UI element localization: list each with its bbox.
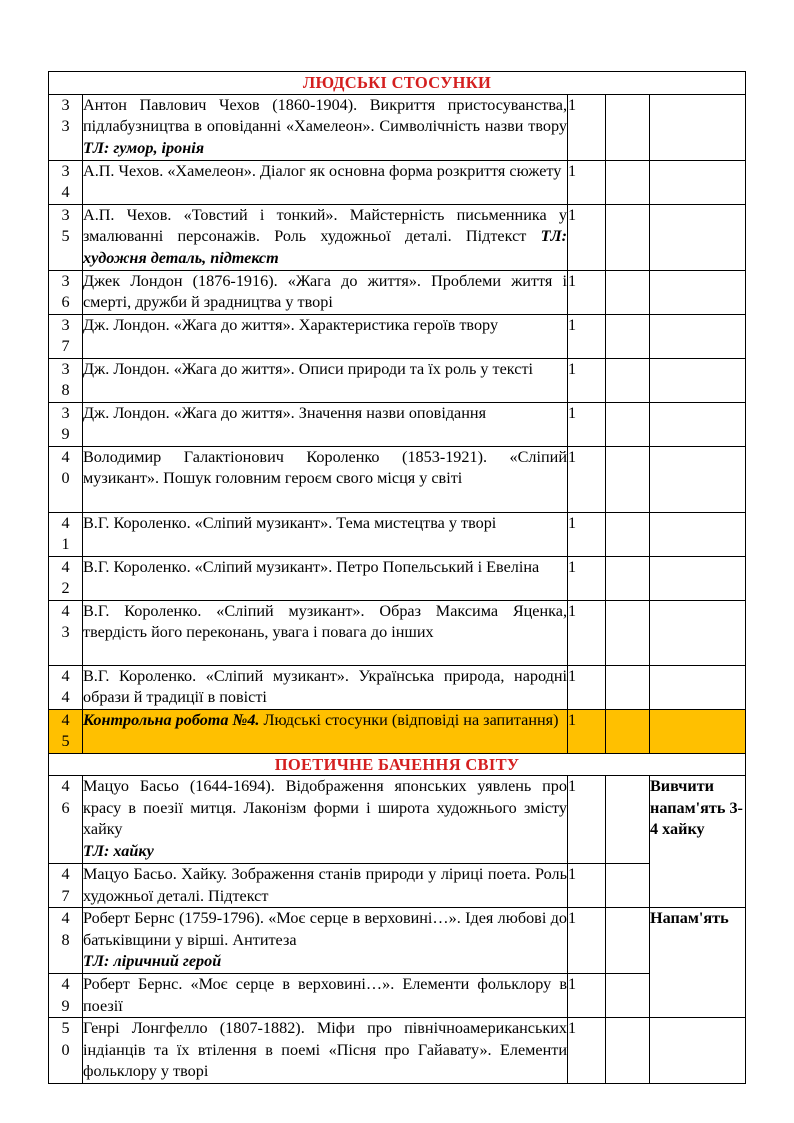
date-cell [606, 270, 650, 314]
literary-theory-term: ТЛ: хайку [83, 841, 154, 860]
lesson-hours: 1 [568, 314, 606, 358]
lesson-topic: Роберт Бернс (1759-1796). «Моє серце в верховині…». Ідея любові до батьківщини у вірші. Антитеза ТЛ: ліричний герой [83, 908, 568, 974]
table-row [49, 776, 746, 864]
date-cell [606, 776, 650, 864]
table-row [49, 864, 746, 908]
control-work-label: Контрольна робота №4. [83, 710, 260, 729]
lesson-hours: 1 [568, 665, 606, 709]
table-row [49, 204, 746, 270]
table-row [49, 1018, 746, 1084]
lesson-topic: Дж. Лондон. «Жага до життя». Характеристика героїв твору [83, 314, 568, 358]
lesson-hours: 1 [568, 446, 606, 512]
lesson-number: 5 0 [49, 1018, 83, 1084]
homework-cell [650, 600, 746, 665]
lesson-topic: В.Г. Короленко. «Сліпий музикант». Українська природа, народні образи й традиції в повісті [83, 665, 568, 709]
date-cell [606, 600, 650, 665]
date-cell [606, 358, 650, 402]
lesson-hours: 1 [568, 974, 606, 1018]
homework-cell [650, 94, 746, 160]
lesson-hours: 1 [568, 512, 606, 556]
literary-theory-term: ТЛ: художня деталь, підтекст [83, 227, 567, 267]
homework-cell: Вивчити напам'ять 3-4 хайку [650, 776, 746, 908]
lesson-topic: В.Г. Короленко. «Сліпий музикант». Петро Попельський і Евеліна [83, 556, 568, 600]
lesson-number: 3 6 [49, 270, 83, 314]
table-row [49, 512, 746, 556]
lesson-number: 4 3 [49, 600, 83, 665]
date-cell [606, 1018, 650, 1084]
lesson-number: 3 3 [49, 94, 83, 160]
lesson-hours: 1 [568, 94, 606, 160]
lesson-topic: Дж. Лондон. «Жага до життя». Описи природи та їх роль у тексті [83, 358, 568, 402]
table-row [49, 600, 746, 665]
date-cell [606, 314, 650, 358]
lesson-hours: 1 [568, 864, 606, 908]
lesson-number: 4 0 [49, 446, 83, 512]
lesson-topic: Джек Лондон (1876-1916). «Жага до життя». Проблеми життя і смерті, дружби й зрадництва у творі [83, 270, 568, 314]
homework-cell [650, 358, 746, 402]
lesson-number: 3 9 [49, 402, 83, 446]
lesson-hours: 1 [568, 402, 606, 446]
table-row [49, 358, 746, 402]
table-row [49, 402, 746, 446]
lesson-plan-table [48, 71, 746, 1084]
lesson-topic: В.Г. Короленко. «Сліпий музикант». Образ Максима Яценка, твердість його переконань, увага і повага до інших [83, 600, 568, 665]
homework-cell [650, 709, 746, 753]
lesson-topic: А.П. Чехов. «Товстий і тонкий». Майстерність письменника у змалюванні персонажів. Роль художньої деталі. Підтекст ТЛ: художня деталь, підтекст [83, 204, 568, 270]
date-cell [606, 402, 650, 446]
homework-cell [650, 270, 746, 314]
date-cell [606, 709, 650, 753]
lesson-topic: Мацуо Басьо. Хайку. Зображення станів природи у ліриці поета. Роль художньої деталі. Підтекст [83, 864, 568, 908]
lesson-number: 4 7 [49, 864, 83, 908]
lesson-hours: 1 [568, 160, 606, 204]
control-work-row [49, 709, 746, 753]
lesson-number: 3 5 [49, 204, 83, 270]
homework-cell [650, 665, 746, 709]
date-cell [606, 974, 650, 1018]
section-title: ПОЕТИЧНЕ БАЧЕННЯ СВІТУ [49, 753, 746, 776]
homework-cell [650, 556, 746, 600]
lesson-topic: Роберт Бернс. «Моє серце в верховині…». Елементи фольклору в поезії [83, 974, 568, 1018]
lesson-hours: 1 [568, 556, 606, 600]
lesson-hours: 1 [568, 270, 606, 314]
lesson-topic: Володимир Галактіонович Короленко (1853-1921). «Сліпий музикант». Пошук головним героєм свого місця у світі [83, 446, 568, 512]
lesson-hours: 1 [568, 908, 606, 974]
homework-cell [650, 402, 746, 446]
lesson-topic: Контрольна робота №4. Людські стосунки (відповіді на запитання) [83, 709, 568, 753]
lesson-number: 4 1 [49, 512, 83, 556]
table-row [49, 314, 746, 358]
date-cell [606, 94, 650, 160]
date-cell [606, 204, 650, 270]
lesson-number: 4 2 [49, 556, 83, 600]
lesson-number: 3 7 [49, 314, 83, 358]
lesson-hours: 1 [568, 709, 606, 753]
homework-cell [650, 204, 746, 270]
table-row [49, 974, 746, 1018]
lesson-topic: Антон Павлович Чехов (1860-1904). Викриття пристосуванства, підлабузництва в оповіданні «Хамелеон». Символічність назви твору ТЛ: гумор, іронія [83, 94, 568, 160]
date-cell [606, 556, 650, 600]
table-row [49, 270, 746, 314]
date-cell [606, 446, 650, 512]
homework-cell [650, 1018, 746, 1084]
lesson-topic: В.Г. Короленко. «Сліпий музикант». Тема мистецтва у творі [83, 512, 568, 556]
lesson-number: 4 5 [49, 709, 83, 753]
table-row [49, 446, 746, 512]
section-header [49, 72, 746, 95]
table-row [49, 665, 746, 709]
date-cell [606, 160, 650, 204]
lesson-number: 4 4 [49, 665, 83, 709]
lesson-number: 3 8 [49, 358, 83, 402]
homework-cell [650, 314, 746, 358]
lesson-topic: Мацуо Басьо (1644-1694). Відображення японських уявлень про красу в поезії митця. Лаконізм форми і широта художнього змісту хайку ТЛ: хайку [83, 776, 568, 864]
section-header [49, 753, 746, 776]
lesson-number: 4 9 [49, 974, 83, 1018]
lesson-number: 4 6 [49, 776, 83, 864]
date-cell [606, 864, 650, 908]
lesson-hours: 1 [568, 1018, 606, 1084]
table-row [49, 94, 746, 160]
table-row [49, 908, 746, 974]
lesson-hours: 1 [568, 204, 606, 270]
lesson-hours: 1 [568, 358, 606, 402]
homework-cell [650, 446, 746, 512]
literary-theory-term: ТЛ: гумор, іронія [83, 138, 205, 157]
table-row [49, 160, 746, 204]
date-cell [606, 665, 650, 709]
lesson-topic: А.П. Чехов. «Хамелеон». Діалог як основна форма розкриття сюжету [83, 160, 568, 204]
lesson-number: 3 4 [49, 160, 83, 204]
section-title: ЛЮДСЬКІ СТОСУНКИ [49, 72, 746, 95]
homework-cell [650, 512, 746, 556]
date-cell [606, 512, 650, 556]
lesson-hours: 1 [568, 776, 606, 864]
homework-cell: Напам'ять [650, 908, 746, 1018]
lesson-topic: Дж. Лондон. «Жага до життя». Значення назви оповідання [83, 402, 568, 446]
lesson-number: 4 8 [49, 908, 83, 974]
homework-cell [650, 160, 746, 204]
lesson-topic: Генрі Лонгфелло (1807-1882). Міфи про північноамериканських індіанців та їх втілення в поемі «Пісня про Гайавату». Елементи фольклору у творі [83, 1018, 568, 1084]
literary-theory-term: ТЛ: ліричний герой [83, 952, 222, 970]
date-cell [606, 908, 650, 974]
table-row [49, 556, 746, 600]
lesson-hours: 1 [568, 600, 606, 665]
